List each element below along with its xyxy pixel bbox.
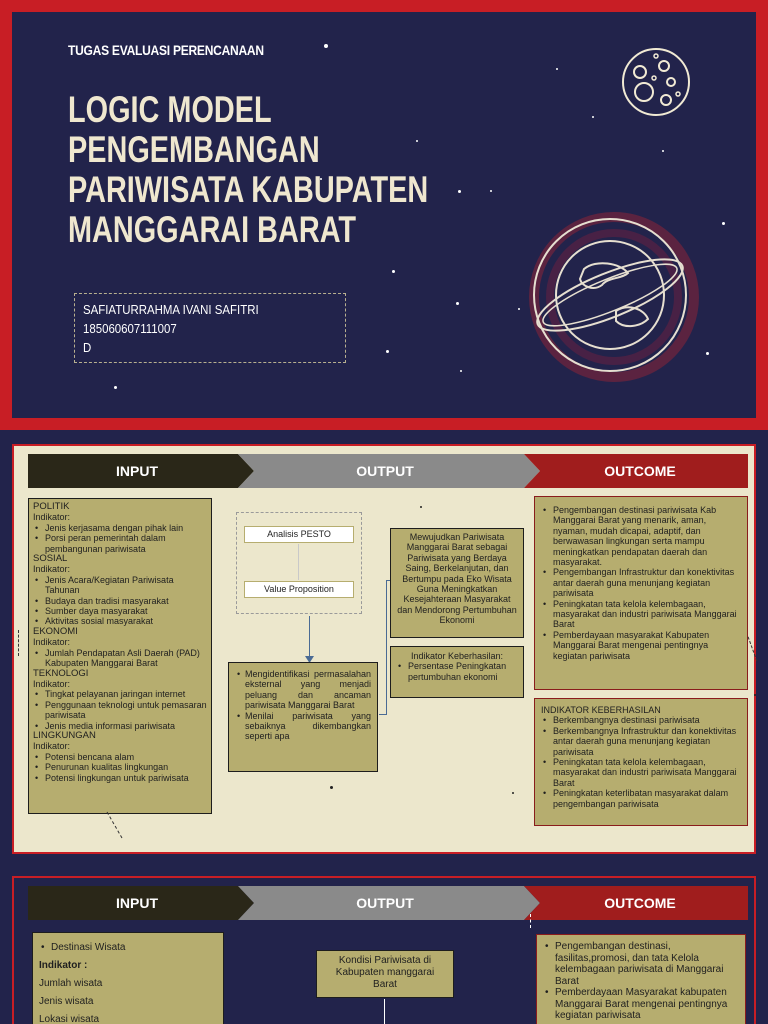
activity-item: • Mengidentifikasi permasalahan eksternal yang menjadi peluang dan ancaman pariwisata Manggarai Barat	[235, 669, 371, 711]
output-box	[316, 950, 454, 998]
list-item: • Jenis Acara/Kegiatan Pariwisata Tahunan	[33, 575, 207, 596]
banner-output-label: OUTPUT	[356, 895, 414, 911]
connector-line	[298, 544, 299, 580]
connector-line	[386, 580, 387, 715]
banner-output-label: OUTPUT	[356, 463, 414, 479]
logic-model-slide-2	[0, 862, 768, 1024]
outcome-indicator-box	[534, 698, 748, 826]
banner-outcome-label: OUTCOME	[604, 895, 676, 911]
star-decoration	[706, 352, 709, 355]
output-text: Mewujudkan Pariwisata Manggarai Barat sebagai Pariwisata yang Berdaya Saing, Berkelanjutan, dan Bertumpu pada Eko Wisata Guna Meningkatkan Kesejahteraan Masyarakat dan Mendorong Pertumbuhan Ekonomi	[397, 532, 517, 626]
section-sub: Indikator:	[33, 741, 71, 752]
star-decoration	[386, 350, 389, 353]
star-decoration	[324, 44, 328, 48]
list-item: Jenis wisata	[39, 996, 94, 1007]
title-line: PARIWISATA KABUPATEN	[68, 169, 429, 210]
section-heading: TEKNOLOGI	[33, 667, 89, 679]
title-line: MANGGARAI BARAT	[68, 209, 357, 250]
indicator-heading: Indikator :	[39, 960, 88, 971]
star-decoration	[662, 150, 664, 152]
section-sub: Indikator:	[33, 512, 71, 523]
list-item: • Porsi peran pemerintah dalam pembangunan pariwisata	[33, 533, 207, 554]
author-nim: 185060607111007	[83, 321, 177, 336]
planet-icon	[524, 207, 704, 387]
outcome-box	[536, 934, 746, 1024]
banner-input-label: INPUT	[116, 463, 158, 479]
activities-box	[228, 662, 378, 772]
dot-decoration	[754, 694, 756, 696]
dash-decoration	[18, 630, 19, 656]
outcome-box	[534, 496, 748, 690]
activity-item: • Menilai pariwisata yang sebaiknya dikembangkan seperti apa	[235, 711, 371, 742]
list-item: • Destinasi Wisata	[39, 939, 217, 957]
section-heading: SOSIAL	[33, 553, 68, 565]
star-decoration	[458, 190, 461, 193]
section-sub: Indikator:	[33, 678, 71, 689]
logic-model-canvas	[12, 444, 756, 854]
input-box	[28, 498, 212, 814]
star-decoration	[592, 116, 594, 118]
input-section-ekonomi	[33, 627, 207, 669]
dot-decoration	[420, 506, 422, 508]
indicator-heading: Indikator Keberhasilan:	[410, 651, 504, 661]
star-decoration	[456, 302, 459, 305]
outcome-item: • Pengembangan destinasi, fasilitas,promosi, dan tata Kelola kelembagaan pariwisata di Manggarai Barat	[543, 941, 739, 987]
section-sub: Indikator:	[33, 637, 71, 648]
section-heading: EKONOMI	[33, 625, 78, 637]
section-heading: LINGKUNGAN	[33, 729, 96, 741]
section-sub: Indikator:	[33, 564, 71, 575]
output-box	[390, 528, 524, 638]
list-item: • Budaya dan tradisi masyarakat	[33, 596, 207, 606]
title-slide-canvas	[12, 12, 756, 418]
stage-banner	[28, 454, 748, 488]
list-item: • Jumlah Pendapatan Asli Daerah (PAD) Kabupaten Manggarai Barat	[33, 648, 207, 669]
star-decoration	[490, 190, 492, 192]
dash-decoration	[530, 914, 531, 928]
value-proposition-box: Value Proposition	[244, 581, 354, 598]
outcome-item: • Pengembangan Infrastruktur dan konektivitas antar daerah guna menunjang kegiatan pariwisata	[541, 567, 741, 598]
input-box	[32, 932, 224, 1024]
analysis-pesto-box: Analisis PESTO	[244, 526, 354, 543]
list-item: • Penggunaan teknologi untuk pemasaran pariwisata	[33, 700, 207, 721]
author-box	[74, 293, 346, 363]
section-heading: POLITIK	[33, 501, 70, 512]
title-slide	[0, 0, 768, 430]
banner-input-label: INPUT	[116, 895, 158, 911]
list-item: • Jenis media informasi pariwisata	[33, 721, 207, 731]
connector-line	[384, 999, 385, 1024]
dot-decoration	[512, 792, 514, 794]
input-section-teknologi	[33, 669, 207, 731]
indicator-heading: INDIKATOR KEBERHASILAN	[541, 705, 661, 715]
author-name: SAFIATURRAHMA IVANI SAFITRI	[83, 302, 259, 317]
dash-decoration	[748, 637, 758, 662]
list-item: • Potensi bencana alam	[33, 752, 207, 762]
indicator-item: • Peningkatan tata kelola kelembagaan, masyarakat dan industri pariwisata Manggarai Barat	[541, 757, 741, 788]
page-title	[68, 90, 428, 250]
author-class: D	[83, 340, 92, 355]
list-item: Jumlah wisata	[39, 978, 103, 989]
outcome-item: • Peningkatan tata kelola kelembagaan, masyarakat dan industri pariwisata Manggarai Barat	[541, 599, 741, 630]
banner-outcome-label: OUTCOME	[604, 463, 676, 479]
star-decoration	[114, 386, 117, 389]
input-section-lingkungan	[33, 731, 207, 783]
moon-icon	[620, 46, 692, 118]
dash-decoration	[107, 812, 123, 838]
output-indicator-box	[390, 646, 524, 698]
star-decoration	[392, 270, 395, 273]
star-decoration	[556, 68, 558, 70]
title-line: LOGIC MODEL	[68, 89, 272, 130]
logic-model-slide	[0, 430, 768, 862]
outcome-item: • Pemberdayaan masyarakat Kabupaten Manggarai Barat mengenai pentingnya kegiatan pariwisata	[541, 630, 741, 661]
list-item: Lokasi wisata	[39, 1014, 100, 1024]
list-item: • Tingkat pelayanan jaringan internet	[33, 689, 207, 699]
stage-banner	[28, 886, 748, 920]
indicator-item: • Peningkatan keterlibatan masyarakat dalam pengembangan pariwisata	[541, 788, 741, 809]
dot-decoration	[330, 786, 333, 789]
input-section-politik	[33, 502, 207, 554]
list-item: • Aktivitas sosial masyarakat	[33, 616, 207, 626]
output-text: Kondisi Pariwisata di Kabupaten manggarai Barat	[335, 955, 435, 990]
list-item: • Jenis kerjasama dengan pihak lain	[33, 523, 207, 533]
course-title: TUGAS EVALUASI PERENCANAAN	[68, 42, 264, 58]
outcome-item: • Pemberdayaan Masyarakat kabupaten Manggarai Barat mengenai pentingnya kegiatan pariwisata	[543, 987, 739, 1022]
indicator-item: • Berkembangnya Infrastruktur dan konektivitas antar daerah guna menunjang kegiatan pariwisata	[541, 726, 741, 757]
list-item: • Potensi lingkungan untuk pariwisata	[33, 773, 207, 783]
star-decoration	[722, 222, 725, 225]
connector-line	[309, 616, 310, 660]
list-item: • Sumber daya masyarakat	[33, 606, 207, 616]
title-line: PENGEMBANGAN	[68, 129, 320, 170]
logic-model-canvas-2	[12, 876, 756, 1024]
star-decoration	[518, 308, 520, 310]
list-item: • Penurunan kualitas lingkungan	[33, 762, 207, 772]
input-section-sosial	[33, 554, 207, 627]
outcome-item: • Pengembangan destinasi pariwisata Kab Manggarai Barat yang menarik, aman, nyaman, mudah dicapai, adaptif, dan berwawasan lingkungan serta mampu meningkatkan pendapatan daerah dan masyarakat.	[541, 505, 741, 567]
star-decoration	[460, 370, 462, 372]
indicator-item: • Persentase Peningkatan pertumbuhan ekonomi	[396, 661, 518, 682]
indicator-item: • Berkembangnya destinasi pariwisata	[541, 715, 741, 725]
